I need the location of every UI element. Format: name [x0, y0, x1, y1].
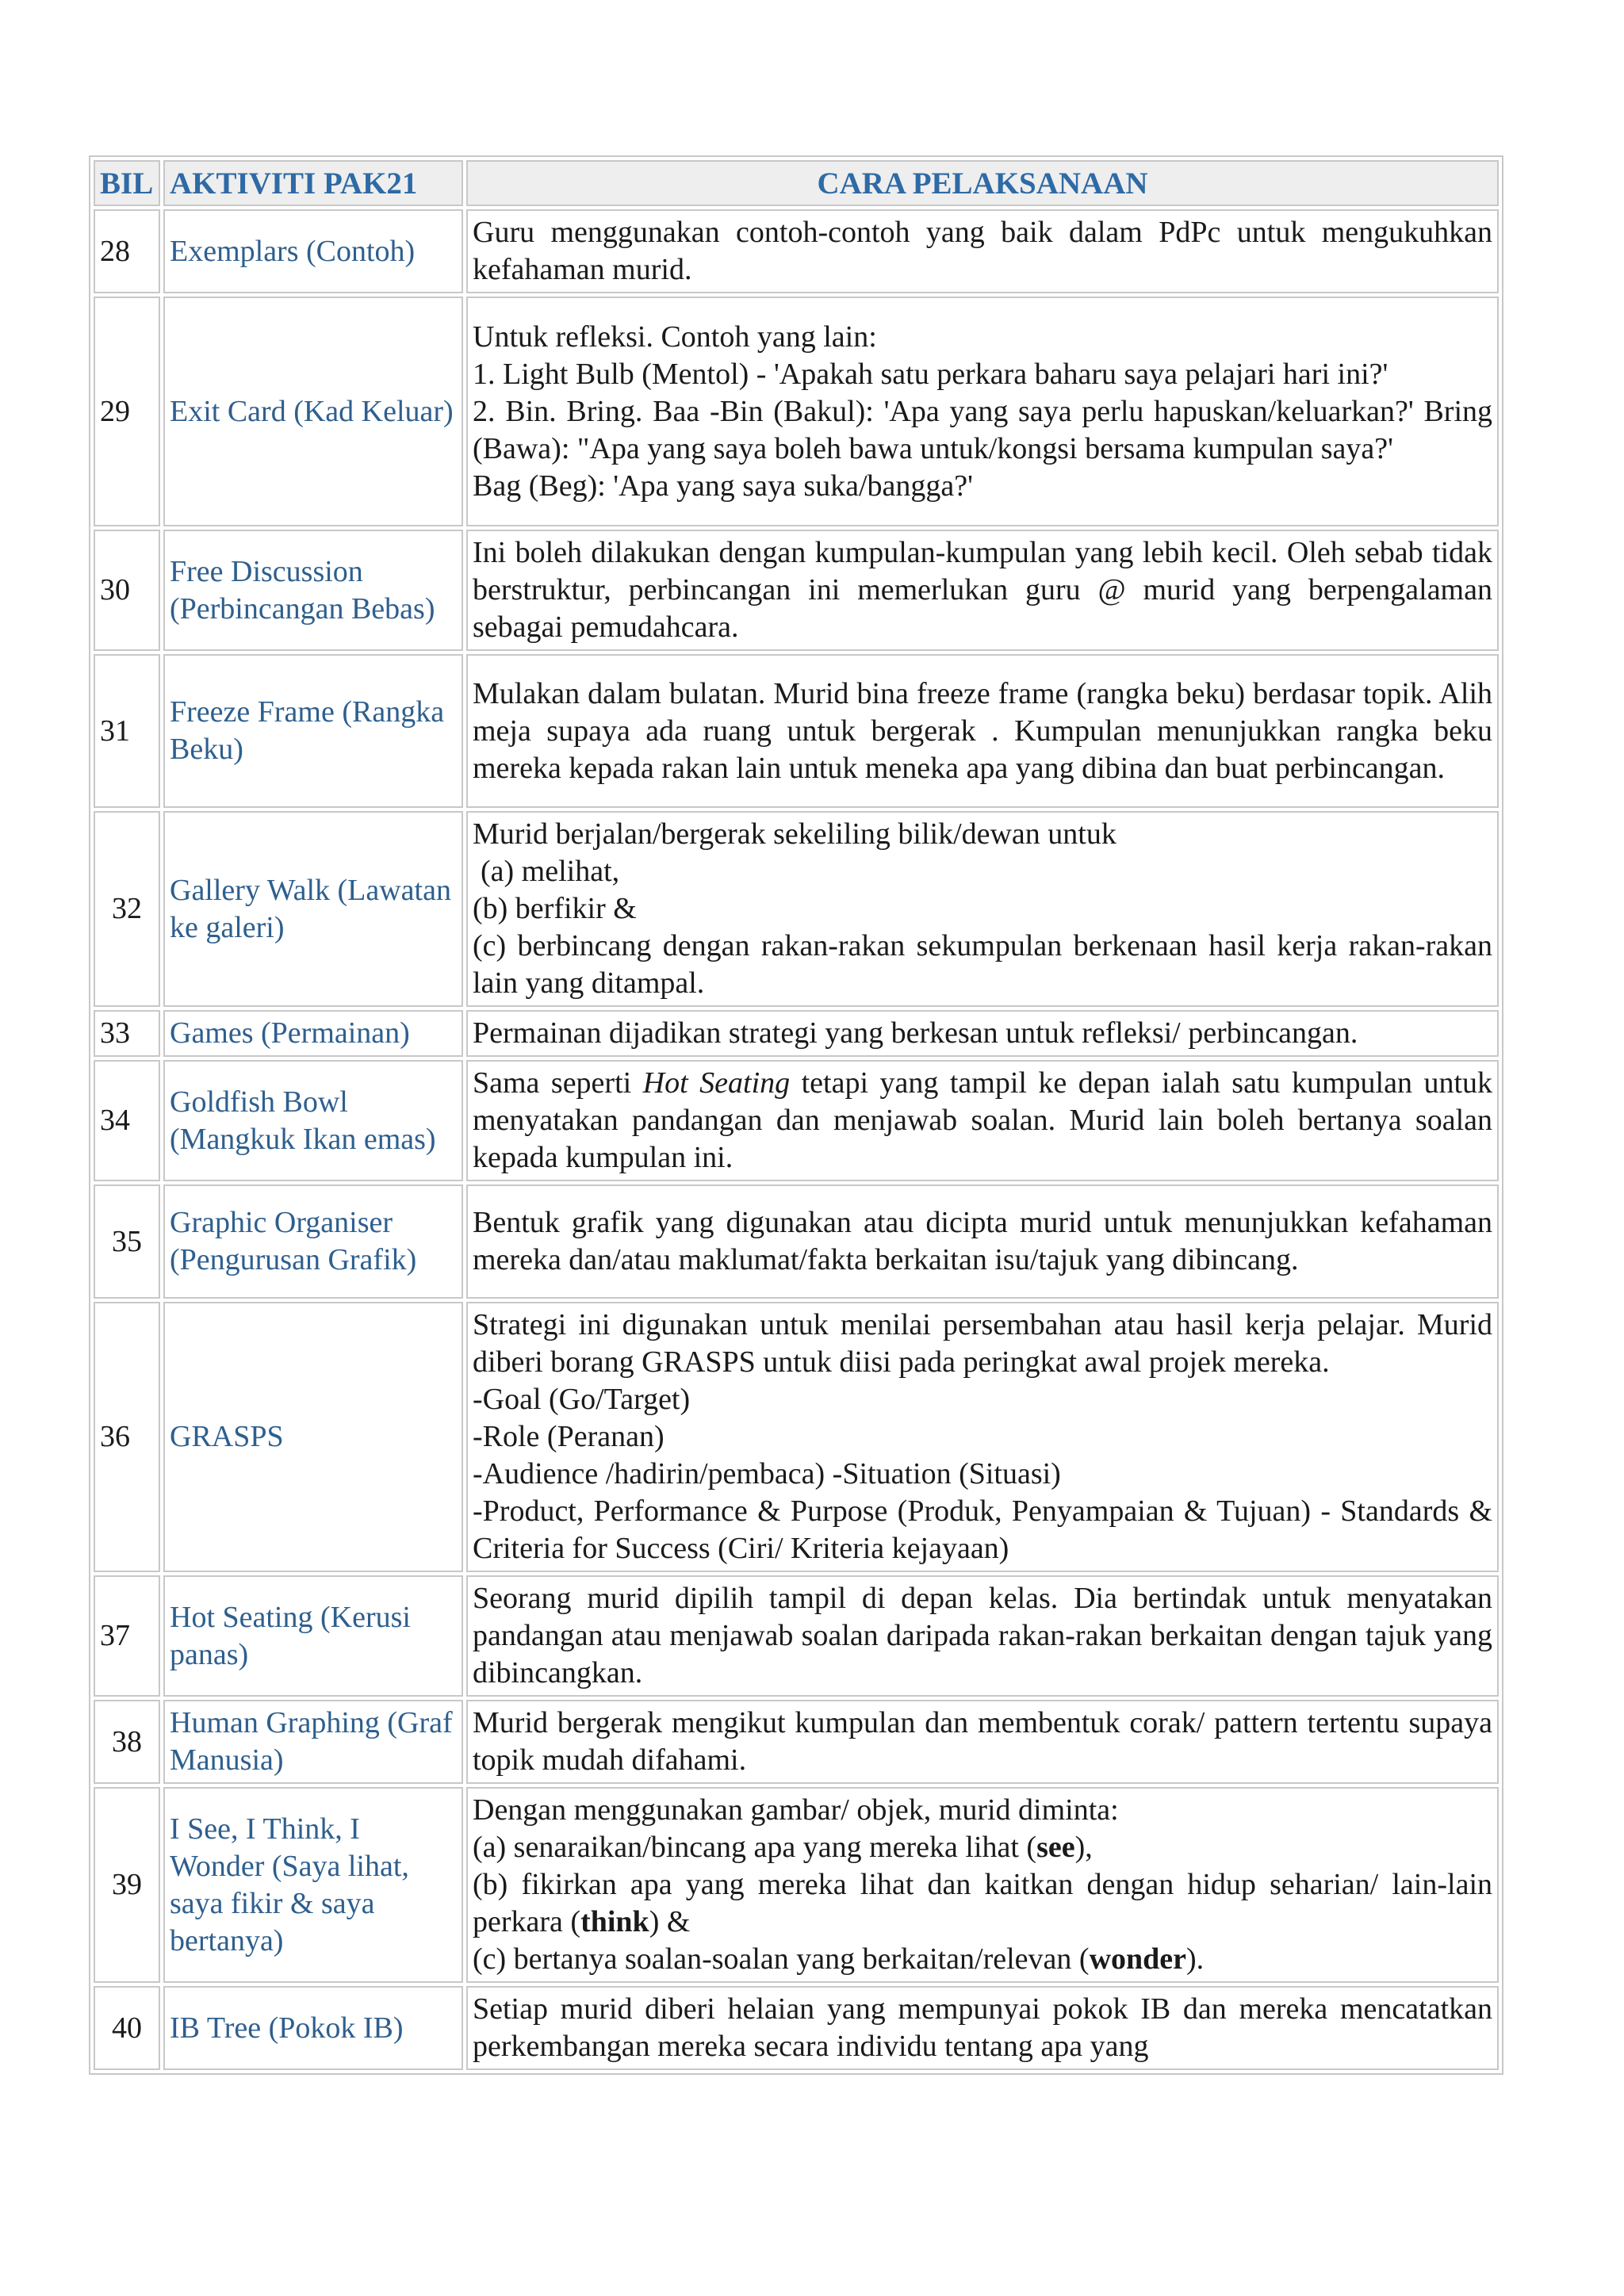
description-text: Sama seperti: [473, 1066, 643, 1100]
row-number: 37: [94, 1575, 160, 1697]
description-line: Dengan menggunakan gambar/ objek, murid diminta:: [473, 1793, 1119, 1827]
activity-description: [466, 209, 1499, 293]
table-row: [94, 1184, 1499, 1299]
activity-description: [466, 654, 1499, 808]
description-text: tetapi yang tampil ke depan ialah satu kumpulan untuk menyatakan pandangan dan menjawab soalan. Murid lain boleh bertanya soalan kepada kumpulan ini.: [473, 1066, 1492, 1174]
row-number: 35: [94, 1184, 160, 1299]
activity-description: [466, 1700, 1499, 1784]
activity-description: [466, 1302, 1499, 1572]
row-number: 33: [94, 1010, 160, 1057]
activity-description: [466, 297, 1499, 526]
description-line: (b) berfikir &: [473, 892, 637, 925]
activity-name: Human Graphing (Graf Manusia): [163, 1700, 463, 1784]
activity-name: Exemplars (Contoh): [163, 209, 463, 293]
row-number: 29: [94, 297, 160, 526]
description-line: Bag (Beg): 'Apa yang saya suka/bangga?': [473, 469, 973, 503]
description-text: ) &: [649, 1905, 691, 1938]
activity-name: Gallery Walk (Lawatan ke galeri): [163, 811, 463, 1007]
activity-description: [466, 530, 1499, 651]
description-text: Guru menggunakan contoh-contoh yang baik dalam PdPc untuk mengukuhkan kefahaman murid.: [473, 216, 1492, 286]
description-line: 2. Bin. Bring. Baa -Bin (Bakul): 'Apa yang saya perlu hapuskan/keluarkan?' Bring (Bawa): "Apa yang saya boleh bawa untuk/kongsi bersama kumpulan saya?': [473, 394, 1492, 465]
table-header-row: [94, 160, 1499, 206]
row-number: 39: [94, 1787, 160, 1983]
description-bold: wonder: [1089, 1942, 1187, 1976]
row-number: 28: [94, 209, 160, 293]
activity-description: [466, 1787, 1499, 1983]
description-line: [473, 1941, 1492, 1978]
activity-name: IB Tree (Pokok IB): [163, 1986, 463, 2070]
table-row: [94, 1060, 1499, 1181]
description-line: -Goal (Go/Target): [473, 1383, 691, 1416]
description-text: ),: [1074, 1831, 1093, 1864]
activity-description: [466, 1184, 1499, 1299]
table-row: [94, 1010, 1499, 1057]
table-row: [94, 1302, 1499, 1572]
table-row: [94, 530, 1499, 651]
activity-description: [466, 1986, 1499, 2070]
description-text: (b) fikirkan apa yang mereka lihat dan kaitkan dengan hidup seharian/ lain-lain perkara (: [473, 1868, 1492, 1938]
description-bold: think: [580, 1905, 649, 1938]
pak21-activity-table: [89, 155, 1503, 2075]
row-number: 36: [94, 1302, 160, 1572]
description-text: Setiap murid diberi helaian yang mempunyai pokok IB dan mereka mencatatkan perkembangan mereka secara individu tentang apa yang: [473, 1992, 1492, 2063]
description-line: Strategi ini digunakan untuk menilai persembahan atau hasil kerja pelajar. Murid diberi borang GRASPS untuk diisi pada peringkat awal projek mereka.: [473, 1308, 1492, 1379]
description-line: 1. Light Bulb (Mentol) - 'Apakah satu perkara baharu saya pelajari hari ini?': [473, 357, 1388, 391]
activity-description: [466, 811, 1499, 1007]
description-text: ).: [1186, 1942, 1205, 1976]
activity-name: GRASPS: [163, 1302, 463, 1572]
description-line: -Role (Peranan): [473, 1420, 665, 1453]
activity-name: Hot Seating (Kerusi panas): [163, 1575, 463, 1697]
description-text: Permainan dijadikan strategi yang berkesan untuk refleksi/ perbincangan.: [473, 1016, 1358, 1050]
description-text: Bentuk grafik yang digunakan atau dicipta murid untuk menunjukkan kefahaman mereka dan/atau maklumat/fakta berkaitan isu/tajuk yang dibincang.: [473, 1206, 1492, 1276]
description-line: -Product, Performance & Purpose (Produk, Penyampaian & Tujuan) - Standards & Criteria for Success (Ciri/ Kriteria kejayaan): [473, 1494, 1492, 1565]
activity-name: Goldfish Bowl (Mangkuk Ikan emas): [163, 1060, 463, 1181]
description-line: (a) melihat,: [481, 855, 620, 888]
table-row: [94, 1700, 1499, 1784]
row-number: 34: [94, 1060, 160, 1181]
header-cara-pelaksanaan: CARA PELAKSANAAN: [466, 160, 1499, 206]
activity-name: Games (Permainan): [163, 1010, 463, 1057]
activity-name: Freeze Frame (Rangka Beku): [163, 654, 463, 808]
description-bold: see: [1036, 1831, 1075, 1864]
activity-name: I See, I Think, I Wonder (Saya lihat, saya fikir & saya bertanya): [163, 1787, 463, 1983]
row-number: 32: [94, 811, 160, 1007]
description-text: Ini boleh dilakukan dengan kumpulan-kumpulan yang lebih kecil. Oleh sebab tidak berstruktur, perbincangan ini memerlukan guru @ murid yang berpengalaman sebagai pemudahcara.: [473, 536, 1492, 644]
description-emphasis: Hot Seating: [642, 1066, 791, 1100]
table-row: [94, 1787, 1499, 1983]
header-aktiviti: AKTIVITI PAK21: [163, 160, 463, 206]
table-row: [94, 811, 1499, 1007]
description-line: Murid berjalan/bergerak sekeliling bilik/dewan untuk: [473, 817, 1116, 851]
activity-description: [466, 1575, 1499, 1697]
activity-description: [466, 1060, 1499, 1181]
table-row: [94, 297, 1499, 526]
activity-name: Exit Card (Kad Keluar): [163, 297, 463, 526]
description-line: -Audience /hadirin/pembaca) -Situation (Situasi): [473, 1457, 1061, 1490]
description-line: Untuk refleksi. Contoh yang lain:: [473, 320, 877, 354]
description-line: [473, 1829, 1492, 1866]
row-number: 31: [94, 654, 160, 808]
table-row: [94, 209, 1499, 293]
activity-name: Free Discussion (Perbincangan Bebas): [163, 530, 463, 651]
row-number: 30: [94, 530, 160, 651]
activity-name: Graphic Organiser (Pengurusan Grafik): [163, 1184, 463, 1299]
description-text: Mulakan dalam bulatan. Murid bina freeze frame (rangka beku) berdasar topik. Alih meja supaya ada ruang untuk bergerak . Kumpulan menunjukkan rangka beku mereka kepada rakan lain untuk meneka apa yang dibina dan buat perbincangan.: [473, 676, 1492, 785]
header-bil: BIL: [94, 160, 160, 206]
row-number: 38: [94, 1700, 160, 1784]
description-text: Seorang murid dipilih tampil di depan kelas. Dia bertindak untuk menyatakan pandangan atau menjawab soalan daripada rakan-rakan berkaitan dengan tajuk yang dibincangkan.: [473, 1582, 1492, 1689]
description-text: (a) senaraikan/bincang apa yang mereka lihat (: [473, 1831, 1037, 1864]
row-number: 40: [94, 1986, 160, 2070]
table-row: [94, 1986, 1499, 2070]
document-page: [89, 155, 1503, 2075]
description-line: (c) berbincang dengan rakan-rakan sekumpulan berkenaan hasil kerja rakan-rakan lain yang ditampal.: [473, 929, 1492, 1000]
description-text: Murid bergerak mengikut kumpulan dan membentuk corak/ pattern tertentu supaya topik mudah difahami.: [473, 1706, 1492, 1777]
description-text: (c) bertanya soalan-soalan yang berkaitan/relevan (: [473, 1942, 1090, 1976]
activity-description: [466, 1010, 1499, 1057]
table-row: [94, 1575, 1499, 1697]
description-line: [473, 1866, 1492, 1941]
table-row: [94, 654, 1499, 808]
